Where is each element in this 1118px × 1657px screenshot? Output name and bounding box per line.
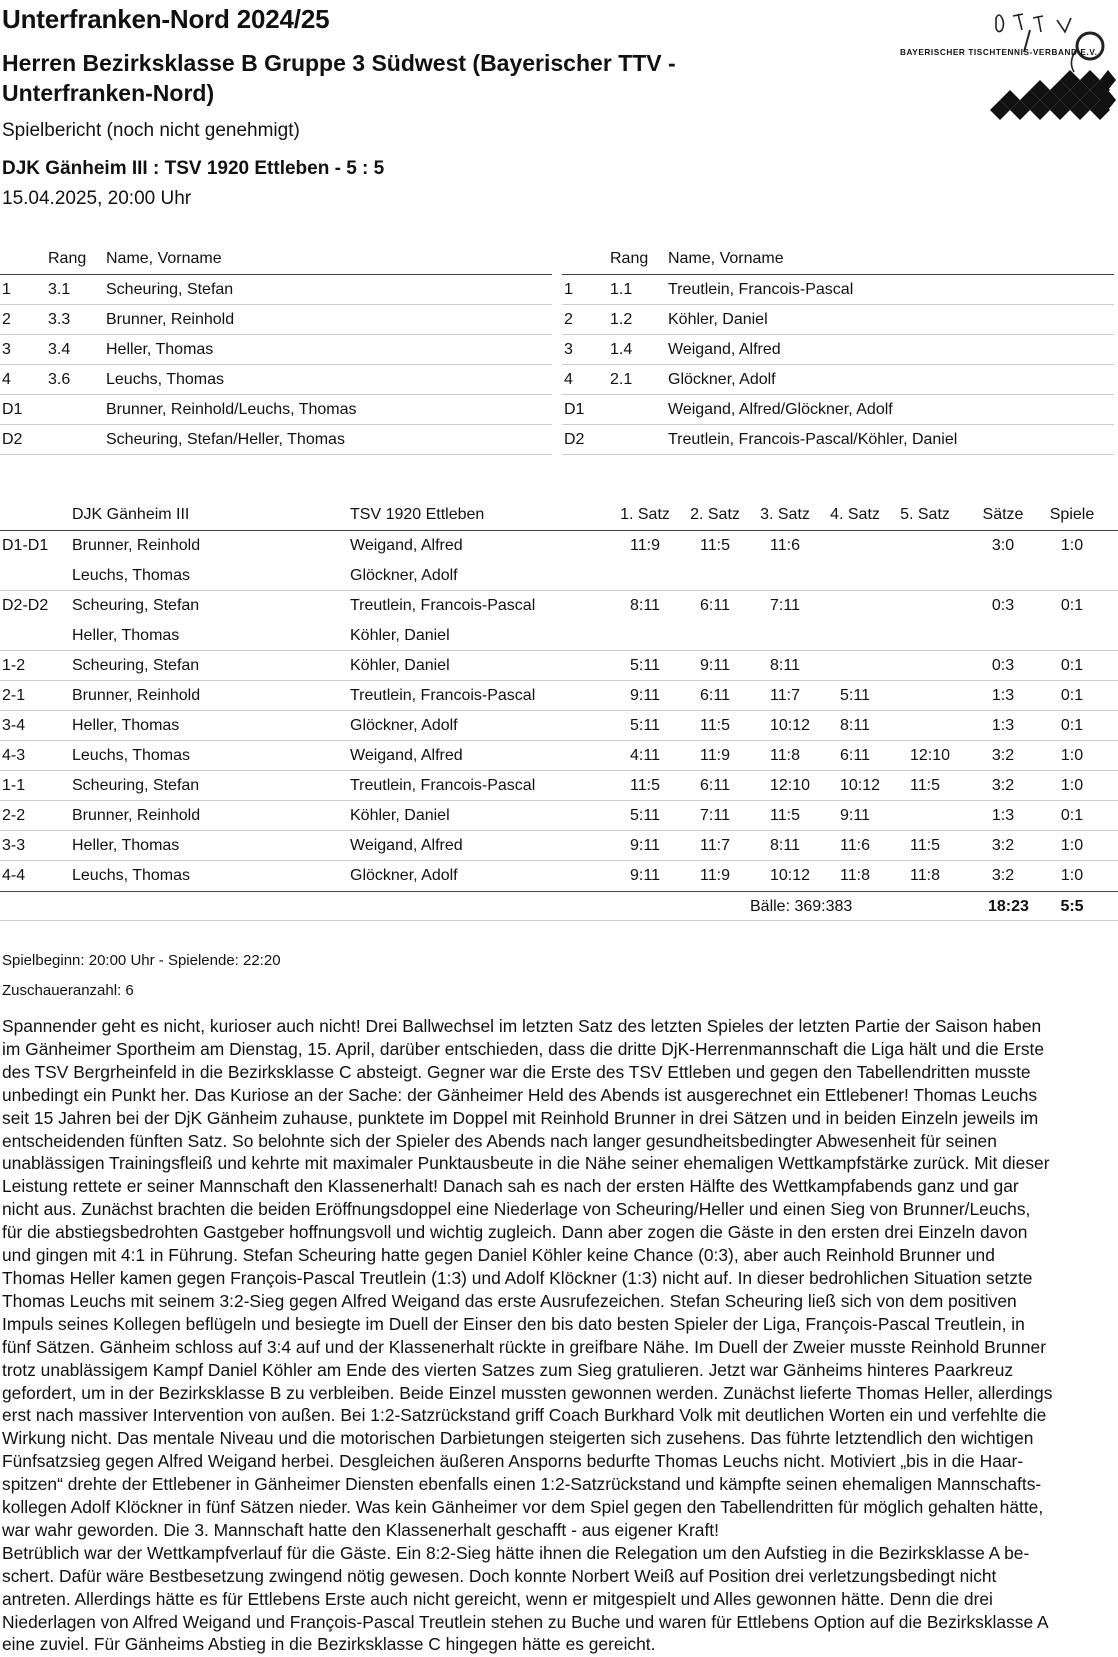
lineup-row <box>0 425 552 455</box>
bttv-logo <box>900 10 1118 125</box>
set-2-score: 6:11 <box>700 597 730 614</box>
lineup-no: 4 <box>2 371 11 388</box>
result-rows <box>0 531 1118 891</box>
lineup-rang: 1.4 <box>610 341 633 358</box>
lineup-row <box>562 275 1114 305</box>
report-line: entscheidenden fünften Satz. So belohnte sich der Spieler des Abends nach langer gesundheitsbedingter Abwesenheit für seinen <box>2 1130 997 1151</box>
guest-player: Treutlein, Francois-Pascal <box>350 687 536 704</box>
home-player: Brunner, Reinhold <box>72 687 201 704</box>
set-3-score: 10:12 <box>770 867 811 884</box>
lineup-row <box>0 335 552 365</box>
report-line: des TSV Bergrheinfeld in die Bezirksklasse C absteigt. Gegner war die Erste des TSV Ettleben und gegen den Tabellendritten musste <box>2 1061 1031 1082</box>
set-4-score: 8:11 <box>840 717 870 734</box>
result-row <box>0 801 1118 831</box>
lineup-name: Treutlein, Francois-Pascal/Köhler, Daniel <box>668 431 958 448</box>
lineup-no: 2 <box>2 311 11 328</box>
lineup-name: Brunner, Reinhold <box>106 311 235 328</box>
games-score: 1:0 <box>1060 747 1084 764</box>
diamond-pattern <box>990 70 1116 120</box>
home-player: Scheuring, Stefan <box>72 597 200 614</box>
games-score: 1:0 <box>1060 537 1084 554</box>
lineup-no: 1 <box>564 281 573 298</box>
report-line: Impuls seines Kollegen beflügeln und besiegte im Duell der Einser den bis dato besten Spieler der Liga, François-Pascal Treutlein, in <box>2 1313 1025 1334</box>
report-line: spitzen“ drehte der Ettlebener in Gänheimer Diensten ebenfalls einen 1:2-Satzrückstand und kämpfte seinen ehemaligen Mannschafts- <box>2 1474 1042 1495</box>
league-season-title: Unterfranken-Nord 2024/25 <box>2 4 330 34</box>
guest-player: Glöckner, Adolf <box>350 717 458 734</box>
lineup-rang: 3.1 <box>48 281 71 298</box>
lineup-name: Scheuring, Stefan <box>106 281 234 298</box>
games-score: 0:1 <box>1060 657 1084 674</box>
games-score: 0:1 <box>1060 597 1084 614</box>
match-times: Spielbeginn: 20:00 Uhr - Spielende: 22:20 <box>2 952 281 969</box>
home-player: Scheuring, Stefan <box>72 777 200 794</box>
match-report-text <box>2 1015 1118 1656</box>
lineup-header <box>562 248 1114 275</box>
set-1-score: 5:11 <box>630 807 660 824</box>
home-player: Heller, Thomas <box>72 717 180 734</box>
match-code: 1-1 <box>2 777 26 794</box>
match-code: 3-4 <box>2 717 26 734</box>
set-2-score: 11:5 <box>700 537 730 554</box>
lineup-rang: 3.4 <box>48 341 71 358</box>
home-player: Heller, Thomas <box>72 837 180 854</box>
lineup-name: Köhler, Daniel <box>668 311 768 328</box>
guest-player: Köhler, Daniel <box>350 627 450 644</box>
sets-score: 0:3 <box>991 597 1015 614</box>
match-title: DJK Gänheim III : TSV 1920 Ettleben - 5 : 5 <box>2 158 385 179</box>
report-line: unablässigen Trainingsfleiß und kehrte mit maximaler Punktausbeute in die Nähe seiner ehemaligen Wettkampfstärke zurück. Mit dieser <box>2 1153 1050 1174</box>
lineup-row <box>562 365 1114 395</box>
set-2-score: 9:11 <box>700 657 730 674</box>
home-lineup-table <box>0 248 552 455</box>
set-2-score: 6:11 <box>700 687 730 704</box>
set-1-score: 9:11 <box>630 867 660 884</box>
games-score: 0:1 <box>1060 807 1084 824</box>
set-1-score: 11:5 <box>630 777 660 794</box>
col-name: Name, Vorname <box>668 250 784 267</box>
col-set-5: 5. Satz <box>900 506 950 523</box>
set-3-score: 11:7 <box>770 687 800 704</box>
lineup-name: Glöckner, Adolf <box>668 371 776 388</box>
set-2-score: 6:11 <box>700 777 730 794</box>
report-line: Thomas Leuchs mit seinem 3:2-Sieg gegen Alfred Weigand das erste Ausrufezeichen. Stefan Scheuring ließ sich von dem positiven <box>2 1290 1017 1311</box>
lineup-rang: 3.3 <box>48 311 71 328</box>
match-code: 4-4 <box>2 867 26 884</box>
lineup-row <box>0 305 552 335</box>
set-2-score: 7:11 <box>700 807 730 824</box>
set-4-score: 11:8 <box>840 867 870 884</box>
sets-score: 0:3 <box>991 657 1015 674</box>
report-line: trotz unablässigem Kampf Daniel Köhler am Ende des vierten Satzes zum Sieg gratulieren. Jetzt war Gänheims hinteres Paarkreuz <box>2 1359 1014 1380</box>
guest-player: Köhler, Daniel <box>350 807 450 824</box>
lineup-row <box>0 395 552 425</box>
set-3-score: 11:6 <box>770 537 800 554</box>
set-1-score: 5:11 <box>630 657 660 674</box>
sets-score: 3:0 <box>991 537 1015 554</box>
set-5-score: 12:10 <box>910 747 951 764</box>
games-score: 0:1 <box>1060 717 1084 734</box>
lineup-rang: 1.2 <box>610 311 633 328</box>
report-line: war wahr geworden. Die 3. Mannschaft hatte den Klassenerhalt geschafft - aus eigener Kraft! <box>2 1519 719 1540</box>
set-4-score: 9:11 <box>840 807 870 824</box>
lineup-rang: 3.6 <box>48 371 71 388</box>
report-line: Niederlagen von Alfred Weigand und François-Pascal Treutlein stehen zu Buche und waren für Ettlebens Option auf die Bezirksklasse A <box>2 1611 1049 1632</box>
result-row <box>0 561 1118 591</box>
report-line: im Gänheimer Sportheim am Dienstag, 15. April, darüber entschieden, dass die dritte DjK-Herrenmannschaft die Liga hält und die Erste <box>2 1038 1045 1059</box>
results-header <box>0 504 1118 531</box>
set-5-score: 11:8 <box>910 867 940 884</box>
games-score: 1:0 <box>1060 777 1084 794</box>
report-line: seit 15 Jahren bei der DjK Gänheim zuhause, punktete im Doppel mit Reinhold Brunner in drei Sätzen und in beiden Einzeln jeweils im <box>2 1107 1039 1128</box>
col-guest-team: TSV 1920 Ettleben <box>350 506 485 523</box>
guest-player: Glöckner, Adolf <box>350 867 458 884</box>
lineup-no: D2 <box>564 431 585 448</box>
sets-total: 18:23 <box>988 898 1029 915</box>
lineup-no: 2 <box>564 311 573 328</box>
report-line: nicht aus. Zunächst brachten die beiden Eröffnungsdoppel eine Niederlage von Scheuring/Heller und einen Sieg von Brunner/Leuchs, <box>2 1199 1031 1220</box>
col-rang: Rang <box>610 250 649 267</box>
set-3-score: 10:12 <box>770 717 811 734</box>
report-line: Wirkung nicht. Das mentale Niveau und die motorischen Darbietungen steigerten sich zusehens. Das führte letztendlich den wichtigen <box>2 1428 1034 1449</box>
match-code: D1-D1 <box>2 537 49 554</box>
col-rang: Rang <box>48 250 87 267</box>
lineup-no: 3 <box>2 341 11 358</box>
set-5-score: 11:5 <box>910 837 940 854</box>
home-player: Leuchs, Thomas <box>72 747 190 764</box>
set-3-score: 12:10 <box>770 777 811 794</box>
guest-player: Glöckner, Adolf <box>350 567 458 584</box>
result-row <box>0 831 1118 861</box>
sets-score: 3:2 <box>991 777 1015 794</box>
match-datetime: 15.04.2025, 20:00 Uhr <box>2 188 192 209</box>
guest-player: Treutlein, Francois-Pascal <box>350 777 536 794</box>
set-3-score: 11:8 <box>770 747 800 764</box>
guest-player: Köhler, Daniel <box>350 657 450 674</box>
guest-player: Weigand, Alfred <box>350 837 463 854</box>
col-set-4: 4. Satz <box>830 506 880 523</box>
match-code: 4-3 <box>2 747 26 764</box>
lineup-no: 4 <box>564 371 573 388</box>
result-row <box>0 861 1118 891</box>
guest-player: Weigand, Alfred <box>350 537 463 554</box>
games-score: 0:1 <box>1060 687 1084 704</box>
home-player: Brunner, Reinhold <box>72 537 201 554</box>
games-score: 1:0 <box>1060 837 1084 854</box>
lineup-name: Weigand, Alfred/Glöckner, Adolf <box>668 401 893 418</box>
lineup-rang: 2.1 <box>610 371 633 388</box>
lineup-row <box>562 425 1114 455</box>
result-row <box>0 591 1118 621</box>
lineup-name: Scheuring, Stefan/Heller, Thomas <box>106 431 345 448</box>
set-1-score: 9:11 <box>630 687 660 704</box>
match-code: D2-D2 <box>2 597 49 614</box>
set-3-score: 8:11 <box>770 837 800 854</box>
home-player: Brunner, Reinhold <box>72 807 201 824</box>
lineup-no: 1 <box>2 281 11 298</box>
col-set-2: 2. Satz <box>690 506 740 523</box>
col-games: Spiele <box>1049 506 1095 523</box>
result-row <box>0 771 1118 801</box>
sets-score: 1:3 <box>991 717 1015 734</box>
col-name: Name, Vorname <box>106 250 222 267</box>
set-4-score: 10:12 <box>840 777 881 794</box>
report-line: Fünfsatzsieg gegen Alfred Weigand herbei. Desgleichen äußeren Ansporns bedurfte Thomas Leuchs nicht. Motiviert „bis in die Haar- <box>2 1451 1024 1472</box>
match-code: 2-1 <box>2 687 26 704</box>
lineup-row <box>562 395 1114 425</box>
match-code: 2-2 <box>2 807 26 824</box>
set-2-score: 11:9 <box>700 747 730 764</box>
set-4-score: 6:11 <box>840 747 870 764</box>
guest-player: Treutlein, Francois-Pascal <box>350 597 536 614</box>
set-1-score: 8:11 <box>630 597 660 614</box>
sets-score: 3:2 <box>991 867 1015 884</box>
report-line: unbedingt ein Punkt her. Das Kuriose an der Sache: der Gänheimer Held des Abends ist ausgerechnet ein Ettlebener! Thomas Leuchs <box>2 1084 1038 1105</box>
report-line: schert. Dafür wäre Bestbesetzung zwingend nötig gewesen. Doch konnte Norbert Weiß auf Position drei verletzungsbedingt nicht <box>2 1565 997 1586</box>
lineup-name: Brunner, Reinhold/Leuchs, Thomas <box>106 401 357 418</box>
lineup-no: D1 <box>564 401 585 418</box>
games-score: 1:0 <box>1060 867 1084 884</box>
report-line: Thomas Heller kamen gegen François-Pascal Treutlein (1:3) und Adolf Klöckner (1:3) nicht auf. In dieser bedrohlichen Situation setzte <box>2 1267 1033 1288</box>
home-player: Leuchs, Thomas <box>72 567 190 584</box>
set-3-score: 11:5 <box>770 807 800 824</box>
home-player: Heller, Thomas <box>72 627 180 644</box>
lineup-row <box>0 365 552 395</box>
lineup-row <box>0 275 552 305</box>
result-row <box>0 621 1118 651</box>
result-row <box>0 741 1118 771</box>
lineup-header <box>0 248 552 275</box>
balls-total: Bälle: 369:383 <box>750 898 853 915</box>
report-status: Spielbericht (noch nicht genehmigt) <box>2 120 300 141</box>
set-4-score: 5:11 <box>840 687 870 704</box>
lineup-name: Leuchs, Thomas <box>106 371 224 388</box>
logo-text: BAYERISCHER TISCHTENNIS-VERBAND E.V. <box>900 48 1098 57</box>
col-home-team: DJK Gänheim III <box>72 506 190 523</box>
set-1-score: 4:11 <box>630 747 660 764</box>
results-totals <box>0 891 1118 921</box>
set-2-score: 11:7 <box>700 837 730 854</box>
games-total: 5:5 <box>1060 898 1084 915</box>
report-line: kollegen Adolf Klöckner in fünf Sätzen nieder. Was kein Gänheimer vor dem Spiel gegen den Tabellendritten für möglich gehalten hätte, <box>2 1497 1044 1518</box>
report-line: Betrüblich war der Wettkampfverlauf für die Gäste. Ein 8:2-Sieg hätte ihnen die Relegation um den Aufstieg in die Bezirksklasse A be- <box>2 1542 1030 1563</box>
set-1-score: 5:11 <box>630 717 660 734</box>
report-line: Leistung rettete er seiner Mannschaft den Klassenerhalt! Danach sah es nach der ersten Hälfte des Wettkampfabends ganz und gar <box>2 1176 1019 1197</box>
sets-score: 3:2 <box>991 747 1015 764</box>
lineup-no: D1 <box>2 401 23 418</box>
lineup-row <box>562 335 1114 365</box>
report-line: eine zuviel. Für Gänheims Abstieg in die Bezirksklasse C hingegen hätte es gereicht. <box>2 1634 656 1655</box>
set-2-score: 11:9 <box>700 867 730 884</box>
report-line: antreten. Allerdings hätte es für Ettlebens Erste auch nicht gereicht, wenn er mitgespielt und Alles gewonnen hätte. Denn die drei <box>2 1588 993 1609</box>
sets-score: 1:3 <box>991 687 1015 704</box>
results-table <box>0 504 1118 921</box>
lineup-no: D2 <box>2 431 23 448</box>
report-line: und gingen mit 4:1 in Führung. Stefan Scheuring hatte gegen Daniel Köhler keine Chance (0:3), aber auch Reinhold Brunner und <box>2 1245 995 1266</box>
set-1-score: 9:11 <box>630 837 660 854</box>
lineup-no: 3 <box>564 341 573 358</box>
col-set-1: 1. Satz <box>620 506 670 523</box>
set-1-score: 11:9 <box>630 537 660 554</box>
sets-score: 3:2 <box>991 837 1015 854</box>
match-code: 1-2 <box>2 657 26 674</box>
result-row <box>0 711 1118 741</box>
set-2-score: 11:5 <box>700 717 730 734</box>
col-set-3: 3. Satz <box>760 506 810 523</box>
set-5-score: 11:5 <box>910 777 940 794</box>
report-line: für die abstiegsbedrohten Gastgeber hoffnungsvoll und wichtig zugleich. Dann aber zogen die Gäste in den ersten drei Einzeln davon <box>2 1222 1028 1243</box>
lineup-name: Weigand, Alfred <box>668 341 781 358</box>
result-row <box>0 651 1118 681</box>
lineup-row <box>562 305 1114 335</box>
report-line: erst nach massiver Intervention von außen. Bei 1:2-Satzrückstand griff Coach Burkhard Volk mit deutlichen Worten ein und verfehlte die <box>2 1405 1047 1426</box>
guest-lineup-table <box>562 248 1114 455</box>
sets-score: 1:3 <box>991 807 1015 824</box>
lineup-name: Treutlein, Francois-Pascal <box>668 281 854 298</box>
set-3-score: 8:11 <box>770 657 800 674</box>
result-row <box>0 531 1118 561</box>
report-line: fünf Sätzen. Gänheim schloss auf 3:4 auf und der Klassenerhalt rückte in greifbare Nähe. Im Duell der Zweier musste Reinhold Brunner <box>2 1336 1046 1357</box>
guest-player: Weigand, Alfred <box>350 747 463 764</box>
report-line: gefordert, um in der Bezirksklasse B zu verbleiben. Beide Einzel mussten gewonnen werden. Zunächst lieferte Thomas Heller, allerdings <box>2 1382 1053 1403</box>
lineup-name: Heller, Thomas <box>106 341 214 358</box>
lineup-rang: 1.1 <box>610 281 633 298</box>
bttv-logo-graphic <box>900 10 1118 125</box>
spectator-count: Zuschaueranzahl: 6 <box>2 982 134 999</box>
result-row <box>0 681 1118 711</box>
home-player: Leuchs, Thomas <box>72 867 190 884</box>
report-line: Spannender geht es nicht, kurioser auch nicht! Drei Ballwechsel im letzten Satz des letzten Spieles der letzten Partie der Saison haben <box>2 1016 1042 1036</box>
match-code: 3-3 <box>2 837 26 854</box>
home-player: Scheuring, Stefan <box>72 657 200 674</box>
set-3-score: 7:11 <box>770 597 800 614</box>
col-sets: Sätze <box>982 506 1024 523</box>
set-4-score: 11:6 <box>840 837 870 854</box>
competition-title: Herren Bezirksklasse B Gruppe 3 Südwest (Bayerischer TTV - Unterfranken-Nord) <box>2 50 676 106</box>
